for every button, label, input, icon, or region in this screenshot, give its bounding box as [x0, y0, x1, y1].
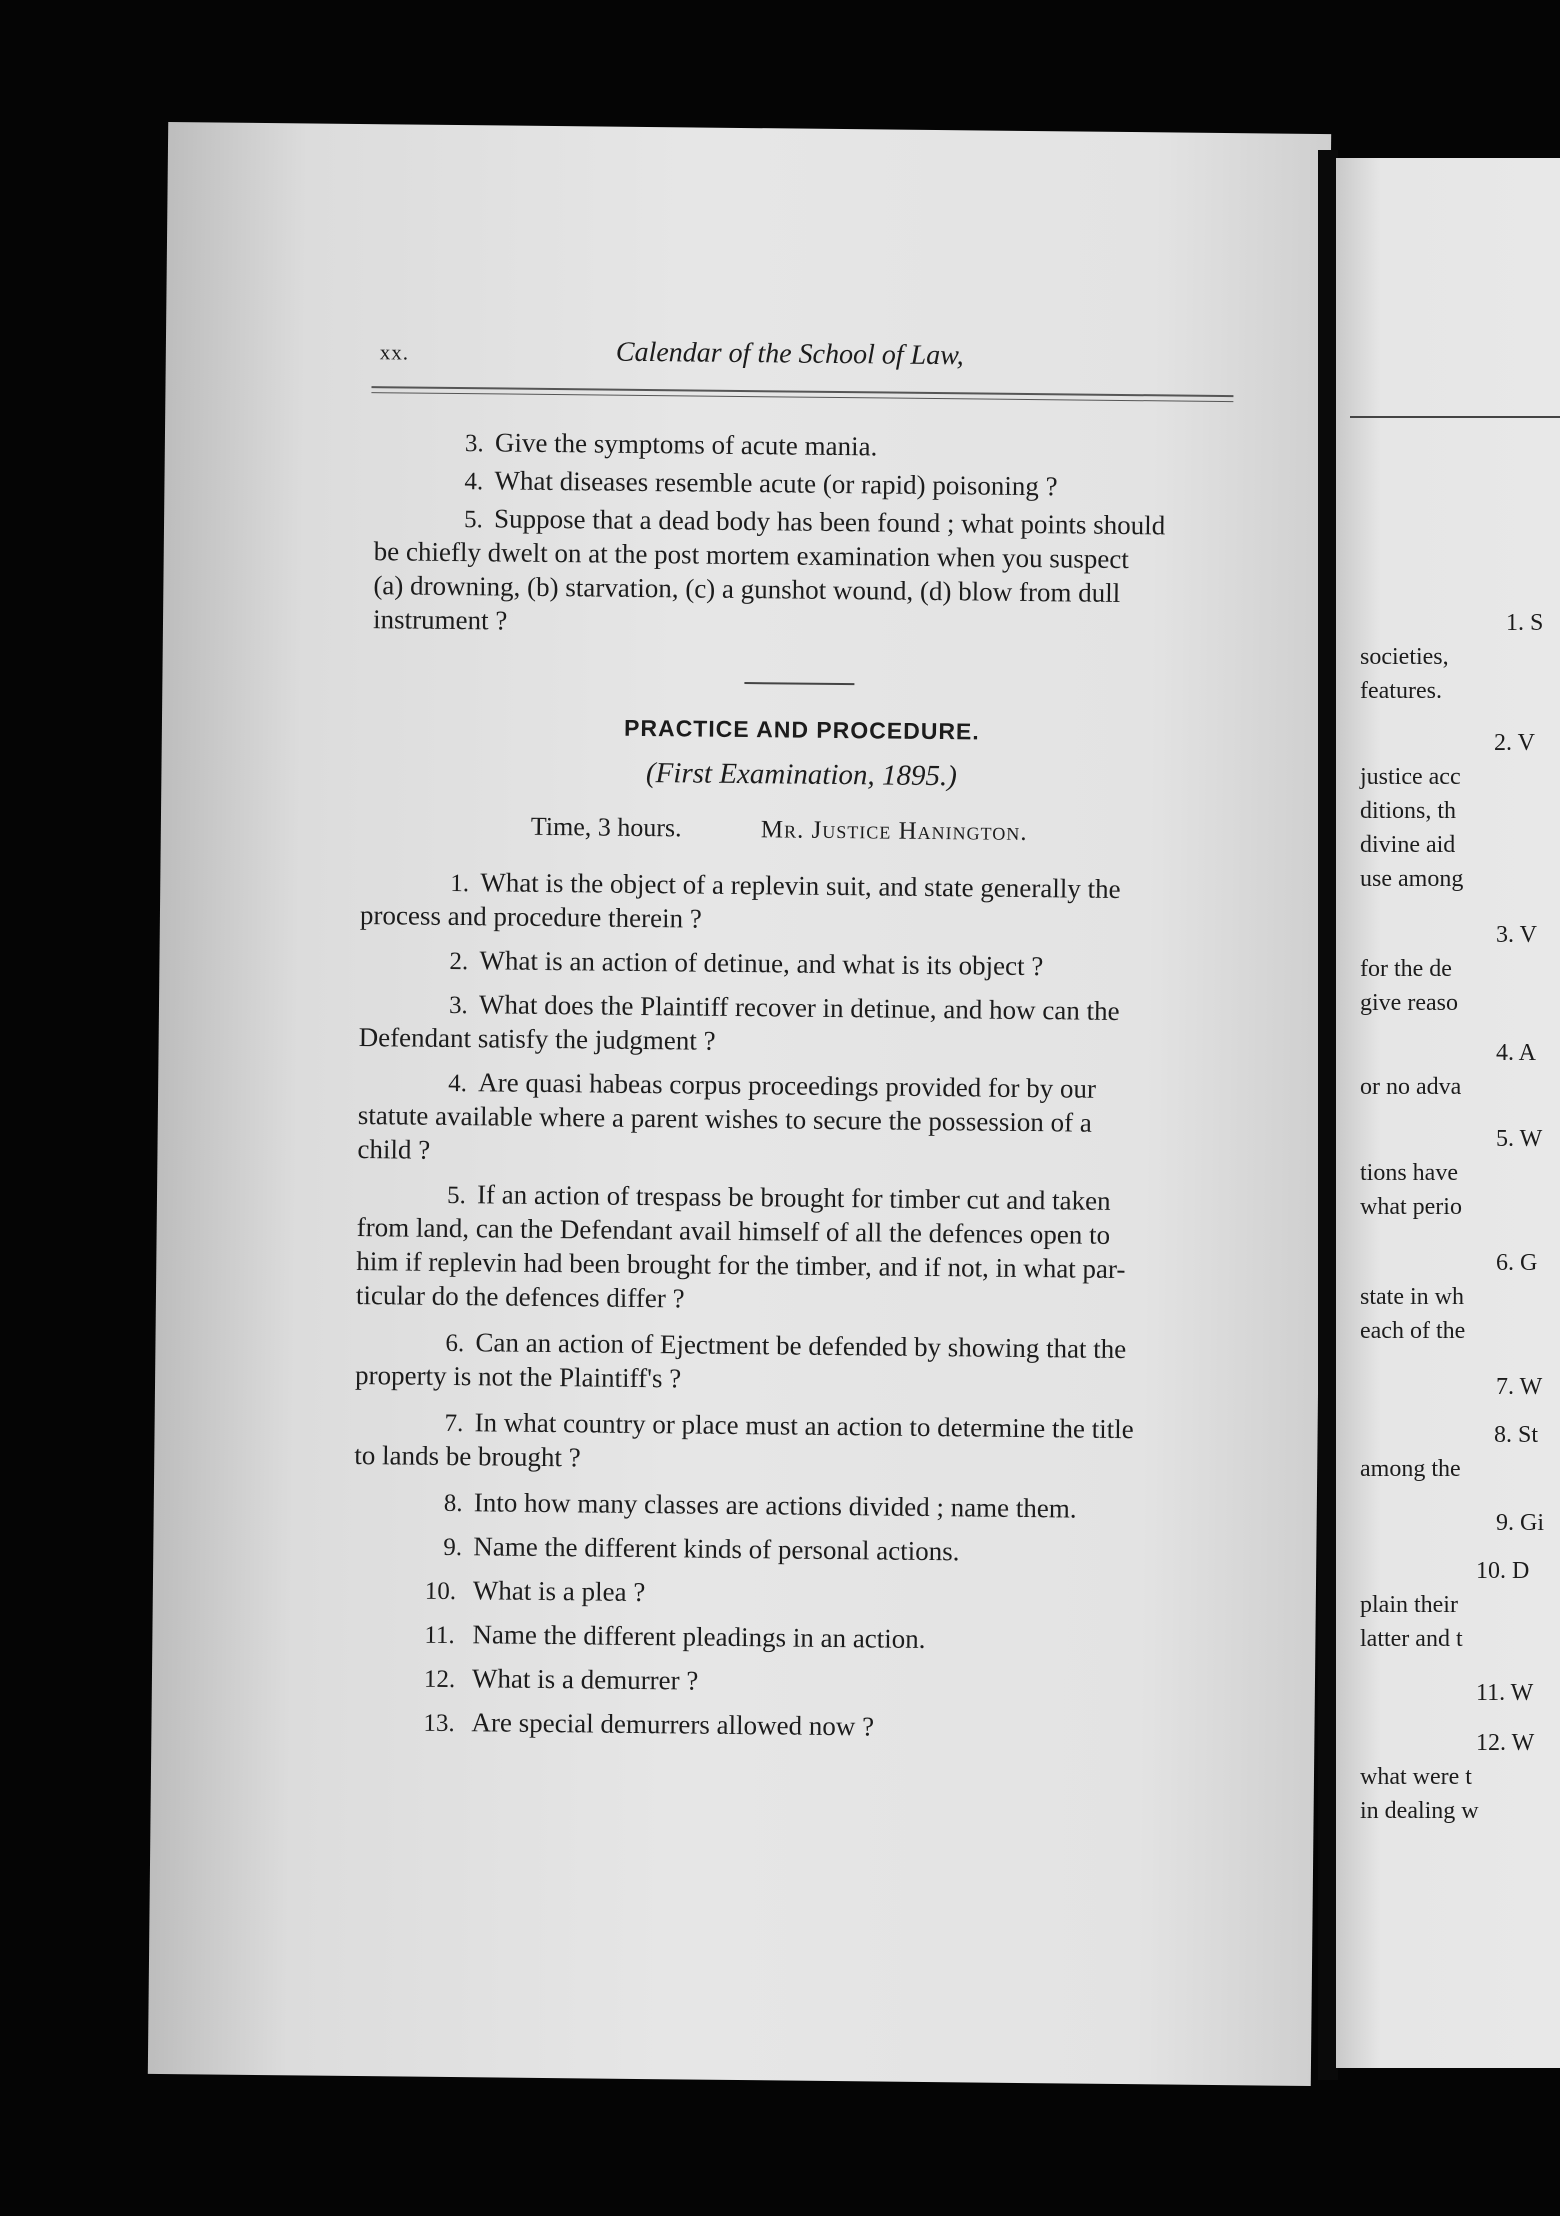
right-fragment: among the — [1360, 1456, 1461, 1482]
question-1-line-2: process and procedure therein ? — [359, 900, 702, 934]
question-5-line-4: ticular do the defences differ ? — [355, 1279, 685, 1314]
right-fragment: 1. S — [1506, 610, 1544, 636]
prev-question-5-line-2: be chiefly dwelt on at the post mortem examination when you suspect — [373, 536, 1129, 575]
right-fragment: 11. W — [1476, 1680, 1534, 1706]
right-fragment: 7. W — [1496, 1374, 1543, 1400]
right-fragment: latter and t — [1360, 1626, 1463, 1652]
question-5-line-2: from land, can the Defendant avail himself of all the defences open to — [356, 1211, 1111, 1250]
question-8: 8. Into how many classes are actions divided ; name them. — [443, 1487, 1077, 1524]
right-fragment: 4. A — [1496, 1040, 1537, 1066]
right-fragment: give reaso — [1360, 990, 1458, 1016]
right-fragment: plain their — [1360, 1592, 1458, 1618]
question-3: 3. What does the Plaintiff recover in detinue, and how can the — [448, 989, 1120, 1026]
right-fragment: state in wh — [1360, 1284, 1464, 1310]
book-gutter — [1318, 150, 1338, 2080]
question-2: 2. What is an action of detinue, and what is its object ? — [449, 945, 1044, 982]
right-page — [1336, 158, 1560, 2068]
examiner-name: Mr. Justice Hanington. — [760, 816, 1028, 847]
question-5-line-3: him if replevin had been brought for the timber, and if not, in what par- — [356, 1245, 1126, 1285]
right-fragment: use among — [1360, 866, 1464, 892]
right-fragment: 10. D — [1476, 1558, 1530, 1584]
question-11: 11. Name the different pleadings in an action. — [424, 1619, 926, 1654]
question-1: 1. What is the object of a replevin suit, and state generally the — [450, 867, 1121, 904]
prev-question-3: 3. Give the symptoms of acute mania. — [464, 427, 878, 462]
question-5: 5. If an action of trespass be brought for timber cut and taken — [446, 1179, 1111, 1216]
section-divider — [744, 682, 854, 685]
section-heading: PRACTICE AND PROCEDURE. — [623, 714, 980, 745]
right-fragment: 12. W — [1476, 1730, 1535, 1756]
left-page — [148, 122, 1331, 2086]
prev-question-5-line-3: (a) drowning, (b) starvation, (c) a gunshot wound, (d) blow from dull — [373, 570, 1121, 608]
running-title: Calendar of the School of Law, — [615, 336, 964, 372]
question-12: 12. What is a demurrer ? — [423, 1663, 699, 1696]
header-rule — [371, 386, 1233, 397]
question-13: 13. Are special demurrers allowed now ? — [423, 1707, 875, 1742]
right-header-rule — [1350, 416, 1560, 418]
right-fragment: 9. Gi — [1496, 1510, 1544, 1536]
exam-time: Time, 3 hours. — [530, 811, 682, 843]
section-subheading: (First Examination, 1895.) — [645, 757, 958, 793]
prev-question-5: 5. Suppose that a dead body has been found ; what points should — [463, 503, 1166, 541]
question-9: 9. Name the different kinds of personal actions. — [443, 1531, 960, 1567]
right-fragment: what were t — [1360, 1764, 1472, 1790]
right-fragment: or no adva — [1360, 1074, 1462, 1100]
prev-question-4: 4. What diseases resemble acute (or rapid) poisoning ? — [464, 465, 1058, 502]
page-number: xx. — [379, 340, 410, 365]
right-fragment: 8. St — [1494, 1422, 1539, 1448]
right-fragment: divine aid — [1360, 832, 1456, 858]
right-fragment: societies, — [1360, 644, 1449, 670]
question-4-line-2: statute available where a parent wishes to secure the possession of a — [357, 1100, 1092, 1138]
question-3-line-2: Defendant satisfy the judgment ? — [358, 1022, 716, 1056]
right-fragment: justice acc — [1360, 764, 1461, 790]
question-4: 4. Are quasi habeas corpus proceedings provided for by our — [448, 1067, 1097, 1104]
right-fragment: features. — [1360, 678, 1442, 704]
right-fragment: each of the — [1360, 1318, 1466, 1344]
right-fragment: ditions, th — [1360, 798, 1457, 824]
question-7-line-2: to lands be brought ? — [354, 1439, 581, 1473]
right-fragment: tions have — [1360, 1160, 1458, 1186]
right-fragment: 6. G — [1496, 1250, 1538, 1276]
right-fragment: what perio — [1360, 1194, 1462, 1220]
question-6-line-2: property is not the Plaintiff's ? — [354, 1359, 682, 1394]
right-fragment: 5. W — [1496, 1126, 1543, 1152]
right-fragment: in dealing w — [1360, 1798, 1479, 1824]
question-10: 10. What is a plea ? — [424, 1575, 646, 1608]
question-6: 6. Can an action of Ejectment be defended by showing that the — [445, 1327, 1127, 1365]
question-7: 7. In what country or place must an action to determine the title — [444, 1407, 1134, 1445]
right-fragment: for the de — [1360, 956, 1452, 982]
right-fragment: 2. V — [1494, 730, 1535, 756]
question-4-line-3: child ? — [357, 1134, 431, 1165]
right-fragment: 3. V — [1496, 922, 1537, 948]
prev-question-5-line-4: instrument ? — [372, 604, 508, 636]
